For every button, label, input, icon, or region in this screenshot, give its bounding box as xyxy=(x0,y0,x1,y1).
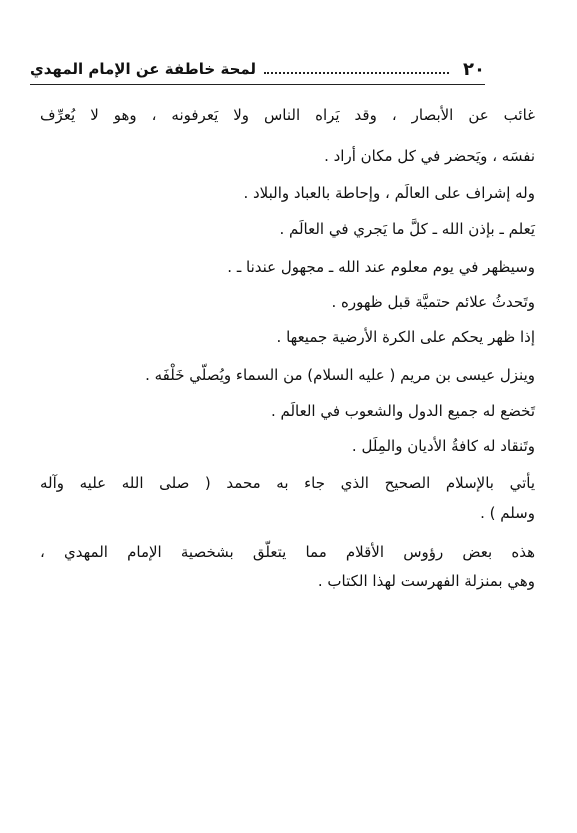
running-title: لمحة خاطفة عن الإمام المهدي xyxy=(30,60,257,78)
paragraph-7: وينزل عيسى بن مريم ( عليه السلام) من السماء ويُصلّي خَلْفَه . xyxy=(145,366,535,384)
header-dot-leader xyxy=(264,64,449,74)
paragraph-2: وله إشراف على العالَم ، وإحاطة بالعباد والبلاد . xyxy=(243,184,535,202)
paragraph-10-line-2: وسلم ) . xyxy=(480,504,535,522)
paragraph-9: وتَنقاد له كافةُ الأديان والمِلَل . xyxy=(351,437,535,455)
paragraph-11-line-2: وهي بمنزلة الفهرست لهذا الكتاب . xyxy=(317,572,535,590)
paragraph-6: إذا ظهر يحكم على الكرة الأرضية جميعها . xyxy=(276,328,535,346)
page-number: ٢٠ xyxy=(463,58,485,80)
paragraph-11-line-1: هذه بعض رؤوس الأقلام مما يتعلّق بشخصية الإمام المهدي ، xyxy=(40,543,535,561)
paragraph-1-line-1: غائب عن الأبصار ، وقد يَراه الناس ولا يَعرفونه ، وهو لا يُعرِّف xyxy=(40,106,535,124)
running-header xyxy=(30,55,485,83)
header-rule xyxy=(30,84,485,85)
paragraph-3: يَعلم ـ بإذن الله ـ كلَّ ما يَجري في العالَم . xyxy=(279,220,535,238)
paragraph-4: وسيظهر في يوم معلوم عند الله ـ مجهول عندنا ـ . xyxy=(227,258,535,276)
paragraph-5: وتَحدثُ علائم حتميَّة قبل ظهوره . xyxy=(331,293,535,311)
paragraph-1-line-2: نفسَه ، ويَحضر في كل مكان أراد . xyxy=(324,147,535,165)
paragraph-8: تَخضع له جميع الدول والشعوب في العالَم . xyxy=(270,402,535,420)
paragraph-10-line-1: يأتي بالإسلام الصحيح الذي جاء به محمد ( صلى الله عليه وآله xyxy=(40,474,535,492)
